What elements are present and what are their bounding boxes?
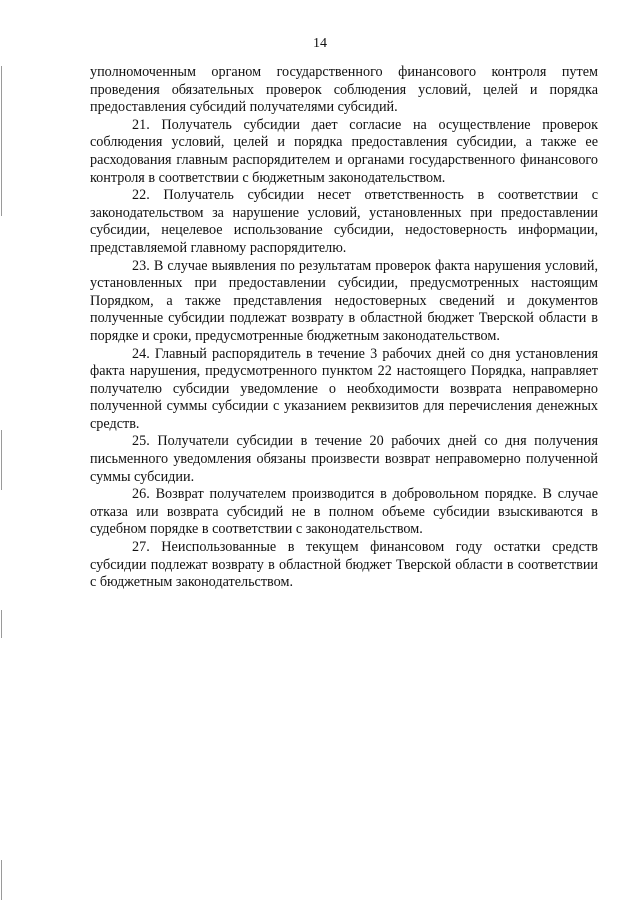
paragraph-22: 22. Получатель субсидии несет ответственность в соответствии с законодательством за нарушение условий, установленных при предоставлении субсидии, нецелевое использование субсидии, недостоверность информации, представляемой главному распорядителю. (90, 187, 598, 256)
scan-edge-line (1, 66, 2, 216)
paragraph-continuation: уполномоченным органом государственного финансового контроля путем проведения обязательных проверок соблюдения условий, целей и порядка предоставления субсидий получателями субсидий. (90, 64, 598, 116)
page-number: 14 (313, 36, 327, 51)
paragraph-21: 21. Получатель субсидии дает согласие на осуществление проверок соблюдения условий, целей и порядка предоставления субсидии, а также ее расходования главным распорядителем и органами государственного финансового контроля в соответствии с бюджетным законодательством. (90, 116, 598, 186)
scan-edge-line (1, 430, 2, 490)
paragraph-24: 24. Главный распорядитель в течение 3 рабочих дней со дня установления факта нарушения, предусмотренного пунктом 22 настоящего Порядка, направляет получателю субсидии уведомление о необходимости возврата неправомерно полученной суммы субсидии с указанием реквизитов для перечисления денежных средств. (90, 345, 598, 432)
paragraph-25: 25. Получатели субсидии в течение 20 рабочих дней со дня получения письменного уведомления обязаны произвести возврат неправомерно полученной суммы субсидии. (90, 433, 598, 485)
paragraph-26: 26. Возврат получателем производится в добровольном порядке. В случае отказа или возврата субсидий не в полном объеме субсидии взыскиваются в судебном порядке в соответствии с законодательством. (90, 486, 598, 538)
document-body (90, 64, 598, 592)
scan-edge-line (1, 860, 2, 900)
paragraph-27: 27. Неиспользованные в текущем финансовом году остатки средств субсидии подлежат возврату в областной бюджет Тверской области в соответствии с бюджетным законодательством. (90, 539, 598, 591)
scan-edge-line (1, 610, 2, 638)
paragraph-23: 23. В случае выявления по результатам проверок факта нарушения условий, установленных при предоставлении субсидии, предусмотренных настоящим Порядком, а также представления недостоверных сведений и документов полученные субсидии подлежат возврату в областной бюджет Тверской области в порядке и сроки, предусмотренные бюджетным законодательством. (90, 257, 598, 344)
